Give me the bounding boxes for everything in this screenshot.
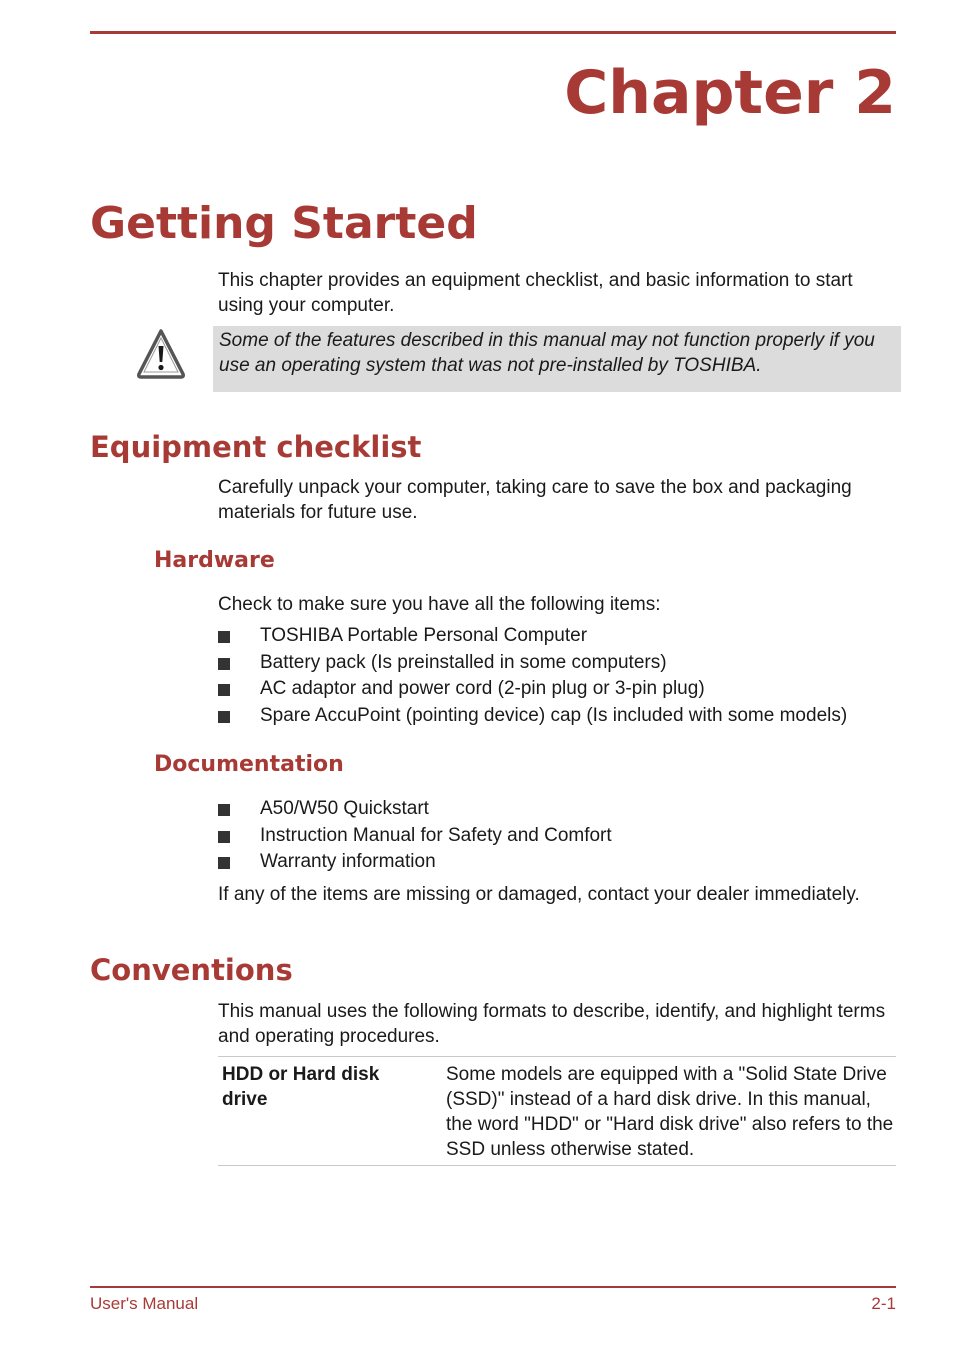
- equipment-checklist-heading: Equipment checklist: [90, 430, 422, 464]
- list-item: AC adaptor and power cord (2-pin plug or 3-pin plug): [218, 676, 908, 703]
- footer-page-number: 2-1: [871, 1294, 896, 1313]
- hardware-text: Check to make sure you have all the following items:: [218, 594, 661, 615]
- documentation-heading: Documentation: [154, 752, 344, 777]
- list-item: Battery pack (Is preinstalled in some computers): [218, 650, 908, 677]
- note-box: [213, 326, 901, 392]
- intro-paragraph: This chapter provides an equipment checklist, and basic information to start using your computer.: [218, 270, 853, 316]
- list-item: Spare AccuPoint (pointing device) cap (Is included with some models): [218, 703, 908, 730]
- conventions-heading: Conventions: [90, 953, 293, 987]
- bullet-square-icon: [218, 831, 230, 843]
- equipment-checklist-text: Carefully unpack your computer, taking care to save the box and packaging materials for future use.: [218, 477, 852, 523]
- documentation-list: [218, 796, 908, 876]
- documentation-text: If any of the items are missing or damaged, contact your dealer immediately.: [218, 884, 860, 905]
- conventions-text: This manual uses the following formats to describe, identify, and highlight terms and operating procedures.: [218, 1001, 886, 1047]
- bullet-square-icon: [218, 804, 230, 816]
- note-text: Some of the features described in this manual may not function properly if you use an operating system that was not pre-installed by TOSHIBA.: [219, 330, 875, 376]
- hardware-heading: Hardware: [154, 548, 275, 573]
- conventions-table: [218, 1056, 896, 1166]
- list-item: A50/W50 Quickstart: [218, 796, 908, 823]
- footer-rule: [90, 1286, 896, 1288]
- warning-triangle-icon: [136, 328, 186, 380]
- hardware-list: [218, 623, 908, 730]
- convention-term: HDD or Hard disk drive: [222, 1064, 380, 1110]
- bullet-square-icon: [218, 684, 230, 696]
- chapter-label: Chapter 2: [564, 58, 896, 128]
- bullet-square-icon: [218, 711, 230, 723]
- list-item: Instruction Manual for Safety and Comfort: [218, 823, 908, 850]
- bullet-square-icon: [218, 658, 230, 670]
- footer-manual-label: User's Manual: [90, 1294, 199, 1313]
- convention-definition: Some models are equipped with a "Solid State Drive (SSD)" instead of a hard disk drive. In this manual, the word "HDD" or "Hard disk drive" also refers to the SSD unless otherwise stated.: [446, 1064, 894, 1160]
- page-title: Getting Started: [90, 198, 478, 249]
- bullet-square-icon: [218, 631, 230, 643]
- list-item: TOSHIBA Portable Personal Computer: [218, 623, 908, 650]
- top-rule: [90, 31, 896, 34]
- bullet-square-icon: [218, 857, 230, 869]
- list-item: Warranty information: [218, 849, 908, 876]
